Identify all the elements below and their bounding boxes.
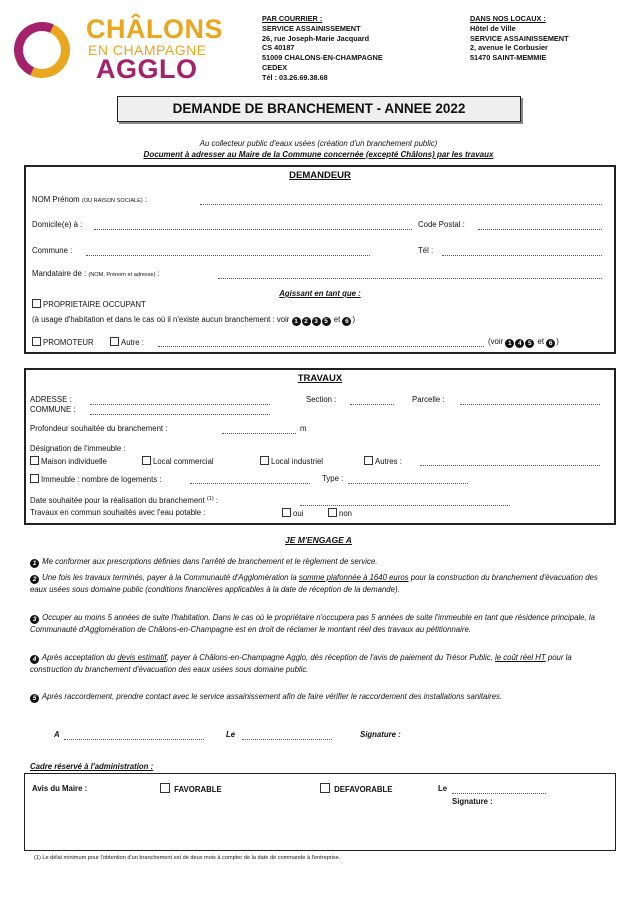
sign-a-label: A bbox=[54, 730, 60, 739]
local-address-line: 2, avenue le Corbusier bbox=[470, 43, 548, 53]
type-field[interactable] bbox=[348, 483, 468, 484]
industriel-option[interactable] bbox=[260, 456, 323, 466]
commun-label: Travaux en commun souhaités avec l'eau potable : bbox=[30, 508, 206, 517]
autres-field[interactable] bbox=[420, 465, 600, 466]
maison-option[interactable] bbox=[30, 456, 107, 466]
logo-text-champagne: EN CHAMPAGNE bbox=[88, 42, 207, 58]
section-field[interactable] bbox=[350, 404, 394, 405]
local-address-line: 51470 SAINT-MEMMIE bbox=[470, 53, 547, 63]
promoteur-label: PROMOTEUR bbox=[43, 338, 94, 347]
voir-et: et bbox=[537, 337, 545, 346]
ref-5-icon: 5 bbox=[525, 339, 534, 348]
date-text: Date souhaitée pour la réalisation du branchement bbox=[30, 496, 205, 505]
logements-field[interactable] bbox=[190, 483, 310, 484]
adresse-label: ADRESSE : bbox=[30, 395, 72, 404]
commune-field[interactable] bbox=[86, 255, 370, 256]
avis-label: Avis du Maire : bbox=[32, 784, 88, 793]
section-label: Section : bbox=[306, 395, 337, 404]
tel-field[interactable] bbox=[442, 255, 602, 256]
engage-text: Après raccordement, prendre contact avec le service assainissement afin de faire vérifier le raccordement des installations sanitaires. bbox=[41, 692, 503, 701]
sign-le-label: Le bbox=[226, 730, 236, 739]
mail-address-line: 51009 CHALONS-EN-CHAMPAGNE bbox=[262, 53, 383, 63]
engage-text: pour la construction du branchement d'évacuation des eaux usées sous domaine public (conditions financières applicables à la date de réception de la demande). bbox=[30, 573, 598, 594]
commune-label: Commune : bbox=[32, 246, 73, 255]
engage-text-underlined: somme plafonnée à 1640 euros bbox=[298, 573, 409, 582]
oui-option[interactable] bbox=[282, 508, 303, 518]
maison-checkbox[interactable] bbox=[30, 456, 39, 465]
date-label: Date souhaitée pour la réalisation du branchement $^{(1)}$ : bbox=[30, 496, 219, 505]
engage-item-5 bbox=[30, 691, 608, 703]
immeuble-label: Immeuble : nombre de logements : bbox=[41, 475, 162, 484]
favorable-label: FAVORABLE bbox=[174, 785, 222, 794]
mandataire-label: Mandataire de : (NOM, Prénom et adresse) : bbox=[32, 269, 160, 278]
mandataire-note: (NOM, Prénom et adresse) bbox=[88, 272, 156, 278]
subtitle: Au collecteur public d'eaux usées (création d'un branchement public) bbox=[199, 139, 438, 148]
engage-item-3 bbox=[30, 612, 608, 636]
mail-address-line: CEDEX bbox=[262, 62, 288, 72]
autre-option[interactable] bbox=[110, 337, 144, 347]
adresse-field[interactable] bbox=[90, 404, 270, 405]
autres-label: Autres : bbox=[375, 457, 402, 466]
non-label: non bbox=[339, 509, 353, 518]
engage-item-1 bbox=[30, 556, 608, 568]
engage-heading: JE M'ENGAGE A bbox=[285, 535, 352, 545]
domicile-label: Domicile(e) à : bbox=[32, 220, 83, 229]
nom-label: NOM Prénom (OU RAISON SOCIALE) : bbox=[32, 195, 148, 204]
code-postal-label: Code Postal : bbox=[418, 220, 465, 229]
engage-text: Après acceptation du bbox=[41, 653, 118, 662]
engage-3-icon: 3 bbox=[30, 615, 39, 624]
oui-label: oui bbox=[293, 509, 304, 518]
ref-2-icon: 2 bbox=[302, 317, 311, 326]
tel-label: Tél : bbox=[418, 246, 434, 255]
autre-field[interactable] bbox=[158, 346, 484, 347]
parcelle-label: Parcelle : bbox=[412, 395, 445, 404]
subtitle-instructions: Document à adresser au Maire de la Commune concernée (excepté Châlons) par les travaux bbox=[143, 150, 494, 159]
profondeur-label: Profondeur souhaitée du branchement : bbox=[30, 424, 168, 433]
commercial-checkbox[interactable] bbox=[142, 456, 151, 465]
domicile-field[interactable] bbox=[94, 229, 412, 230]
proprietaire-checkbox[interactable] bbox=[32, 299, 41, 308]
oui-checkbox[interactable] bbox=[282, 508, 291, 517]
engage-5-icon: 5 bbox=[30, 694, 39, 703]
agissant-heading: Agissant en tant que : bbox=[279, 289, 361, 298]
commercial-option[interactable] bbox=[142, 456, 214, 466]
favorable-checkbox[interactable] bbox=[160, 783, 170, 793]
autre-checkbox[interactable] bbox=[110, 337, 119, 346]
immeuble-option[interactable] bbox=[30, 474, 161, 484]
parcelle-field[interactable] bbox=[460, 404, 600, 405]
voir-text: (voir bbox=[488, 337, 504, 346]
engage-item-4 bbox=[30, 652, 608, 676]
footnote: (1) Le délai minimum pour l'obtention d'un branchement est de deux mois à compter de la date de commande à l'entreprise. bbox=[34, 855, 341, 861]
non-checkbox[interactable] bbox=[328, 508, 337, 517]
local-address-line: SERVICE ASSAINISSEMENT bbox=[470, 33, 569, 43]
travaux-commune-label: COMMUNE : bbox=[30, 405, 76, 414]
sign-le-field[interactable] bbox=[242, 739, 332, 740]
defavorable-option[interactable] bbox=[320, 783, 393, 794]
admin-heading: Cadre réservé à l'administration : bbox=[30, 762, 154, 771]
usage-note: (à usage d'habitation et dans le cas où il n'existe aucun branchement : voir 1 2 3 5 et 6 ) bbox=[32, 315, 356, 325]
mail-address-title: PAR COURRIER : bbox=[262, 14, 323, 23]
ref-1-icon: 1 bbox=[505, 339, 514, 348]
ref-1-icon: 1 bbox=[292, 317, 301, 326]
local-address-line: Hôtel de Ville bbox=[470, 23, 516, 33]
mail-address-line: CS 40187 bbox=[262, 43, 295, 53]
engage-text: , payer à Châlons-en-Champagne Agglo, dès réception de l'avis de paiement du Trésor Public, bbox=[166, 653, 495, 662]
admin-le-field[interactable] bbox=[452, 793, 546, 794]
mail-address bbox=[262, 14, 383, 83]
sign-signature-label: Signature : bbox=[360, 730, 401, 739]
favorable-option[interactable] bbox=[160, 783, 222, 794]
travaux-commune-field[interactable] bbox=[90, 414, 270, 415]
logo-text-chalons: CHÂLONS bbox=[86, 14, 223, 44]
maison-label: Maison individuelle bbox=[41, 457, 107, 466]
date-field[interactable] bbox=[300, 505, 510, 506]
ref-6-icon: 6 bbox=[342, 317, 351, 326]
engage-4-icon: 4 bbox=[30, 655, 39, 664]
promoteur-checkbox[interactable] bbox=[32, 337, 41, 346]
code-postal-field[interactable] bbox=[478, 229, 602, 230]
usage-text: (à usage d'habitation et dans le cas où il n'existe aucun branchement : voir bbox=[32, 315, 290, 324]
profondeur-field[interactable] bbox=[222, 433, 296, 434]
autres-checkbox[interactable] bbox=[364, 456, 373, 465]
local-address-title: DANS NOS LOCAUX : bbox=[470, 14, 546, 23]
engage-text: Une fois les travaux terminés, payer à la Communauté d'Agglomération la bbox=[42, 573, 299, 582]
mandataire-field[interactable] bbox=[218, 278, 602, 279]
type-label: Type : bbox=[322, 474, 344, 483]
demandeur-heading: DEMANDEUR bbox=[289, 170, 351, 181]
industriel-checkbox[interactable] bbox=[260, 456, 269, 465]
non-option[interactable] bbox=[328, 508, 352, 518]
commercial-label: Local commercial bbox=[153, 457, 214, 466]
travaux-heading: TRAVAUX bbox=[297, 373, 343, 384]
engage-text: Me conformer aux prescriptions définies dans l'arrêté de branchement et le règlement de service. bbox=[42, 557, 378, 566]
defavorable-checkbox[interactable] bbox=[320, 783, 330, 793]
ref-5-icon: 5 bbox=[322, 317, 331, 326]
engage-text: Occuper au moins 5 années de suite l'habitation. Dans le cas où le propriétaire n'occupera pas 5 années de suite l'immeuble en tant que résidence principale, la Communauté d'Agglomération de Châlons-en-Champagne est en droit de réclamer le montant réel des travaux au pétitionnaire. bbox=[30, 613, 595, 634]
agglo-logo-ring bbox=[6, 14, 78, 86]
date-note: (1) bbox=[206, 496, 214, 502]
engage-2-icon: 2 bbox=[30, 575, 39, 584]
logo-text-agglo: AGGLO bbox=[96, 54, 198, 84]
defavorable-label: DEFAVORABLE bbox=[334, 785, 393, 794]
nom-text: NOM Prénom bbox=[32, 195, 80, 204]
engage-item-2 bbox=[30, 572, 608, 596]
ref-4-icon: 4 bbox=[515, 339, 524, 348]
mandataire-text: Mandataire de : bbox=[32, 269, 87, 278]
nom-note: (OU RAISON SOCIALE) bbox=[81, 198, 143, 204]
local-address bbox=[470, 14, 569, 63]
autres-option[interactable] bbox=[364, 456, 402, 466]
engage-1-icon: 1 bbox=[30, 559, 39, 568]
designation-label: Désignation de l'immeuble : bbox=[30, 444, 126, 453]
mail-address-line: 26, rue Joseph-Marie Jacquard bbox=[262, 33, 370, 43]
admin-signature-label: Signature : bbox=[452, 797, 493, 806]
voir-note: (voir 1 4 5 et 6 ) bbox=[488, 337, 559, 347]
nom-field[interactable] bbox=[200, 204, 602, 205]
engage-text-underlined: le coût réel HT bbox=[495, 653, 546, 662]
page-title: DEMANDE DE BRANCHEMENT - ANNEE 2022 bbox=[117, 96, 521, 122]
proprietaire-option[interactable] bbox=[32, 299, 146, 309]
engage-text: pour la construction du branchement d'évacuation des eaux usées sous domaine public. bbox=[30, 653, 572, 674]
admin-le-label: Le bbox=[438, 784, 448, 793]
sign-a-field[interactable] bbox=[64, 739, 204, 740]
ref-3-icon: 3 bbox=[312, 317, 321, 326]
ref-6-icon: 6 bbox=[546, 339, 555, 348]
usage-et: et bbox=[333, 315, 341, 324]
mail-address-line: SERVICE ASSAINISSEMENT bbox=[262, 23, 361, 33]
engage-text-underlined: devis estimatif bbox=[117, 653, 167, 662]
proprietaire-label: PROPRIETAIRE OCCUPANT bbox=[43, 300, 146, 309]
immeuble-checkbox[interactable] bbox=[30, 474, 39, 483]
autre-label: Autre : bbox=[121, 338, 144, 347]
industriel-label: Local industriel bbox=[271, 457, 324, 466]
mail-address-line: Tél : 03.26.69.38.68 bbox=[262, 72, 328, 82]
profondeur-unit: m bbox=[300, 424, 307, 433]
promoteur-option[interactable] bbox=[32, 337, 94, 347]
